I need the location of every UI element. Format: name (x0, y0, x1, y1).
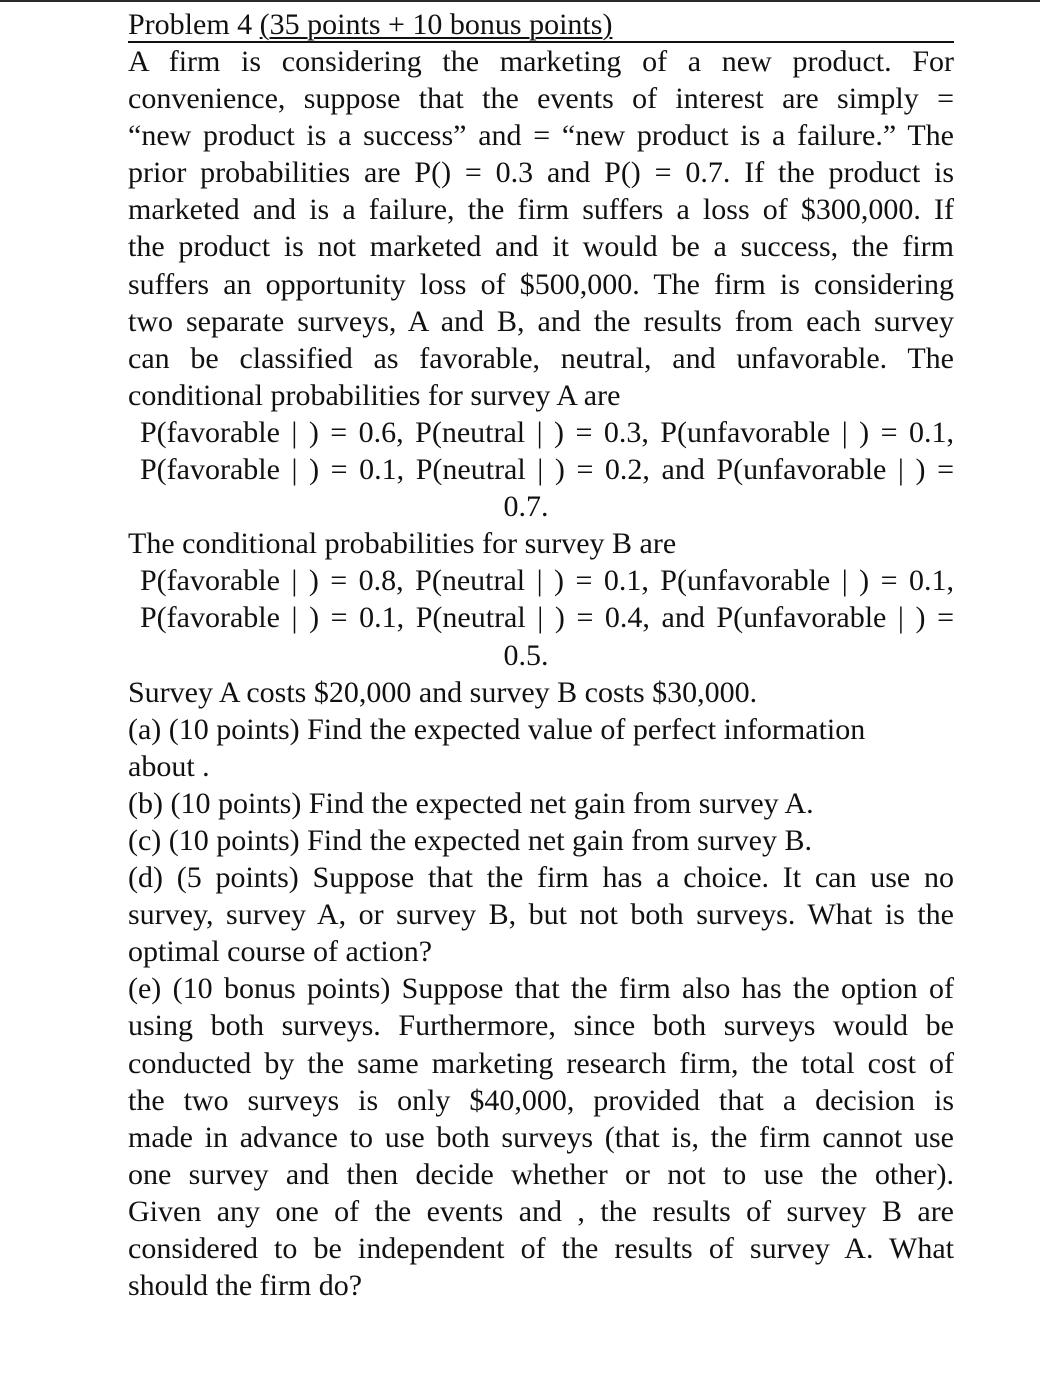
top-border-rule (0, 0, 1040, 2)
paragraph-line: A firm is considering the marketing of a new product. For (128, 45, 954, 78)
question-c-line: (c) (10 points) Find the expected net gain from survey B. (128, 823, 812, 857)
survey-b-conditional-line: P(favorable | ) = 0.8, P(neutral | ) = 0.1, P(unfavorable | ) = 0.1, (140, 564, 954, 598)
survey-a-conditional-line: 0.7. (503, 490, 549, 524)
paragraph-line: “new product is a success” and = “new product is a failure.” The (128, 119, 954, 153)
question-b-line: (b) (10 points) Find the expected net gain from survey A. (128, 786, 814, 820)
survey-a-conditional-line: P(favorable | ) = 0.1, P(neutral | ) = 0.2, and P(unfavorable | ) = (140, 453, 954, 487)
paragraph-line: prior probabilities are P() = 0.3 and P() = 0.7. If the product is (128, 156, 954, 190)
problem-title (128, 6, 954, 43)
paragraph-line: The conditional probabilities for survey B are (128, 527, 677, 561)
survey-b-conditional-line: P(favorable | ) = 0.1, P(neutral | ) = 0.4, and P(unfavorable | ) = (140, 601, 954, 635)
question-e-line: (e) (10 bonus points) Suppose that the firm also has the option of (128, 972, 954, 1006)
paragraph-line: marketed and is a failure, the firm suffers a loss of $300,000. If (128, 193, 954, 227)
problem-title-number: Problem 4 (128, 8, 260, 41)
paragraph-line: suffers an opportunity loss of $500,000. The firm is considering (128, 267, 954, 301)
question-e-line: made in advance to use both surveys (that is, the firm cannot use (128, 1120, 954, 1154)
paragraph-line: the product is not marketed and it would be a success, the firm (128, 230, 954, 264)
question-a-line: (a) (10 points) Find the expected value of perfect information (128, 712, 866, 746)
paragraph-line: two separate surveys, A and B, and the results from each survey (128, 304, 954, 338)
question-e-line: considered to be independent of the results of survey A. What (128, 1232, 954, 1265)
question-d-line: survey, survey A, or survey B, but not both surveys. What is the (128, 898, 954, 932)
question-e-line: the two surveys is only $40,000, provided that a decision is (128, 1083, 954, 1117)
survey-b-conditional-line: 0.5. (503, 638, 549, 672)
paragraph-line: convenience, suppose that the events of interest are simply = (128, 82, 954, 116)
question-e-line: one survey and then decide whether or not to use the other). (128, 1157, 954, 1191)
paragraph-line: can be classified as favorable, neutral, and unfavorable. The (128, 341, 954, 375)
question-e-line: using both surveys. Furthermore, since both surveys would be (128, 1009, 954, 1043)
problem-title-points: (35 points + 10 bonus points) (259, 8, 613, 41)
problem-document (128, 6, 954, 1304)
survey-a-conditional-line: P(favorable | ) = 0.6, P(neutral | ) = 0.3, P(unfavorable | ) = 0.1, (140, 415, 954, 449)
question-e-line: Given any one of the events and , the results of survey B are (128, 1194, 954, 1228)
question-e-line: should the firm do? (128, 1269, 363, 1303)
question-d-line: optimal course of action? (128, 935, 433, 969)
paragraph-line: conditional probabilities for survey A are (128, 378, 621, 412)
question-a-line: about . (128, 749, 210, 783)
survey-costs-line: Survey A costs $20,000 and survey B costs $30,000. (128, 675, 758, 709)
question-d-line: (d) (5 points) Suppose that the firm has a choice. It can use no (128, 861, 954, 895)
question-e-line: conducted by the same marketing research firm, the total cost of (128, 1046, 954, 1080)
